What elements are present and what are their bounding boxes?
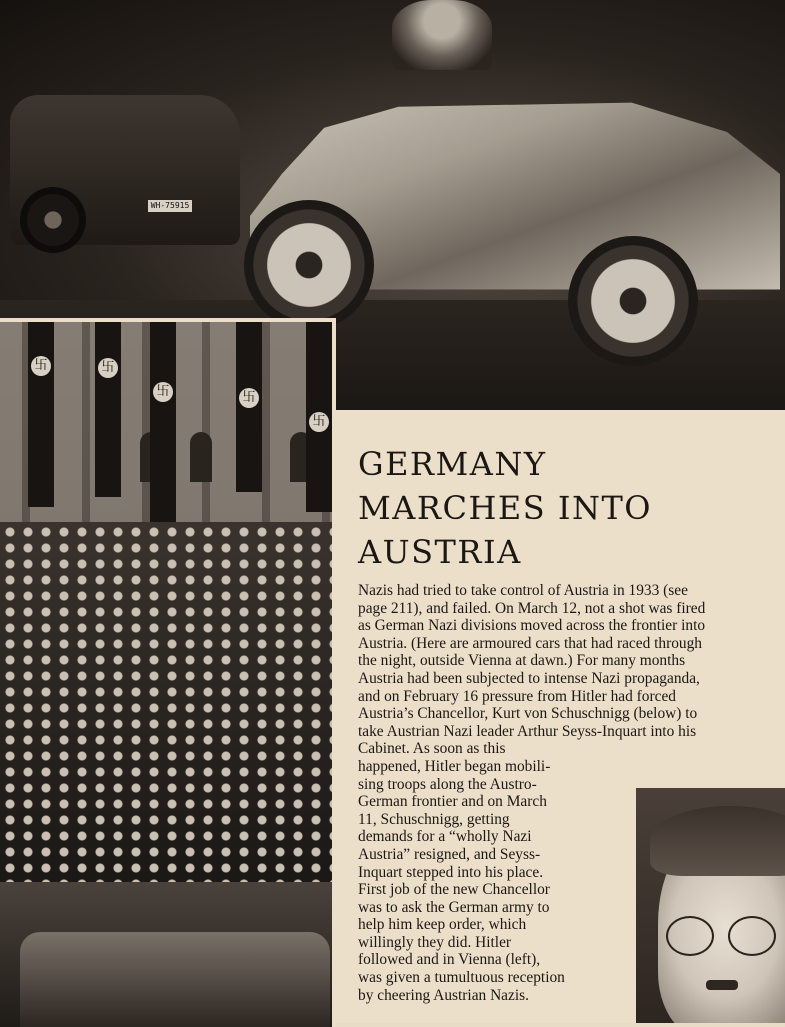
body-line: page 211), and failed. On March 12, not a shot was fired bbox=[358, 599, 706, 617]
body-line: Austria had been subjected to intense Nazi propaganda, bbox=[358, 669, 700, 687]
gunner bbox=[392, 0, 492, 70]
body-line: demands for a “wholly Nazi bbox=[358, 828, 532, 846]
body-line: was to ask the German army to bbox=[358, 898, 550, 916]
hair bbox=[650, 806, 785, 876]
body-line: Inquart stepped into his place. bbox=[358, 863, 544, 881]
schuschnigg-portrait bbox=[636, 788, 785, 1023]
body-line: Austria” resigned, and Seyss- bbox=[358, 845, 541, 863]
swastika-banner: 卐 bbox=[236, 322, 262, 492]
headline-line: GERMANY bbox=[358, 445, 547, 483]
headline-line: MARCHES INTO bbox=[358, 489, 653, 527]
swastika-banner: 卐 bbox=[306, 322, 332, 512]
armoured-car-rear-wheel bbox=[568, 236, 698, 366]
body-line: the night, outside Vienna at dawn.) For many months bbox=[358, 652, 686, 670]
body-line: Austria. (Here are armoured cars that had raced through bbox=[358, 634, 702, 652]
body-line: Nazis had tried to take control of Austria in 1933 (see bbox=[358, 582, 688, 599]
body-line: German frontier and on March bbox=[358, 793, 547, 811]
glasses bbox=[666, 916, 785, 952]
body-line: happened, Hitler began mobili- bbox=[358, 757, 551, 775]
staff-car bbox=[10, 95, 240, 245]
body-line: help him keep order, which bbox=[358, 916, 527, 934]
open-car bbox=[20, 932, 330, 1027]
license-plate: WH-75915 bbox=[148, 200, 192, 212]
body-line: willingly they did. Hitler bbox=[358, 933, 512, 951]
body-line: as German Nazi divisions moved across the frontier into bbox=[358, 617, 706, 635]
swastika-banner: 卐 bbox=[28, 322, 54, 507]
body-line: was given a tumultuous reception bbox=[358, 969, 565, 987]
body-line: Cabinet. As soon as this bbox=[358, 740, 506, 758]
body-line: followed and in Vienna (left), bbox=[358, 951, 541, 969]
swastika-banner: 卐 bbox=[150, 322, 176, 522]
window bbox=[190, 432, 212, 482]
staff-car-wheel bbox=[20, 187, 86, 253]
body-line: by cheering Austrian Nazis. bbox=[358, 986, 529, 1004]
headline-line: AUSTRIA bbox=[358, 533, 522, 571]
moustache bbox=[706, 980, 738, 990]
swastika-banner: 卐 bbox=[95, 322, 121, 497]
body-line: take Austrian Nazi leader Arthur Seyss-Inquart into his bbox=[358, 722, 697, 740]
body-line: Austria’s Chancellor, Kurt von Schuschnigg (below) to bbox=[358, 705, 698, 723]
body-line: sing troops along the Austro- bbox=[358, 775, 537, 793]
body-line: First job of the new Chancellor bbox=[358, 881, 550, 899]
body-line: and on February 16 pressure from Hitler had forced bbox=[358, 687, 676, 705]
vienna-parade-photo bbox=[0, 318, 336, 1027]
armoured-car-front-wheel bbox=[244, 200, 374, 330]
article-headline bbox=[358, 442, 778, 574]
body-line: 11, Schuschnigg, getting bbox=[358, 810, 510, 828]
